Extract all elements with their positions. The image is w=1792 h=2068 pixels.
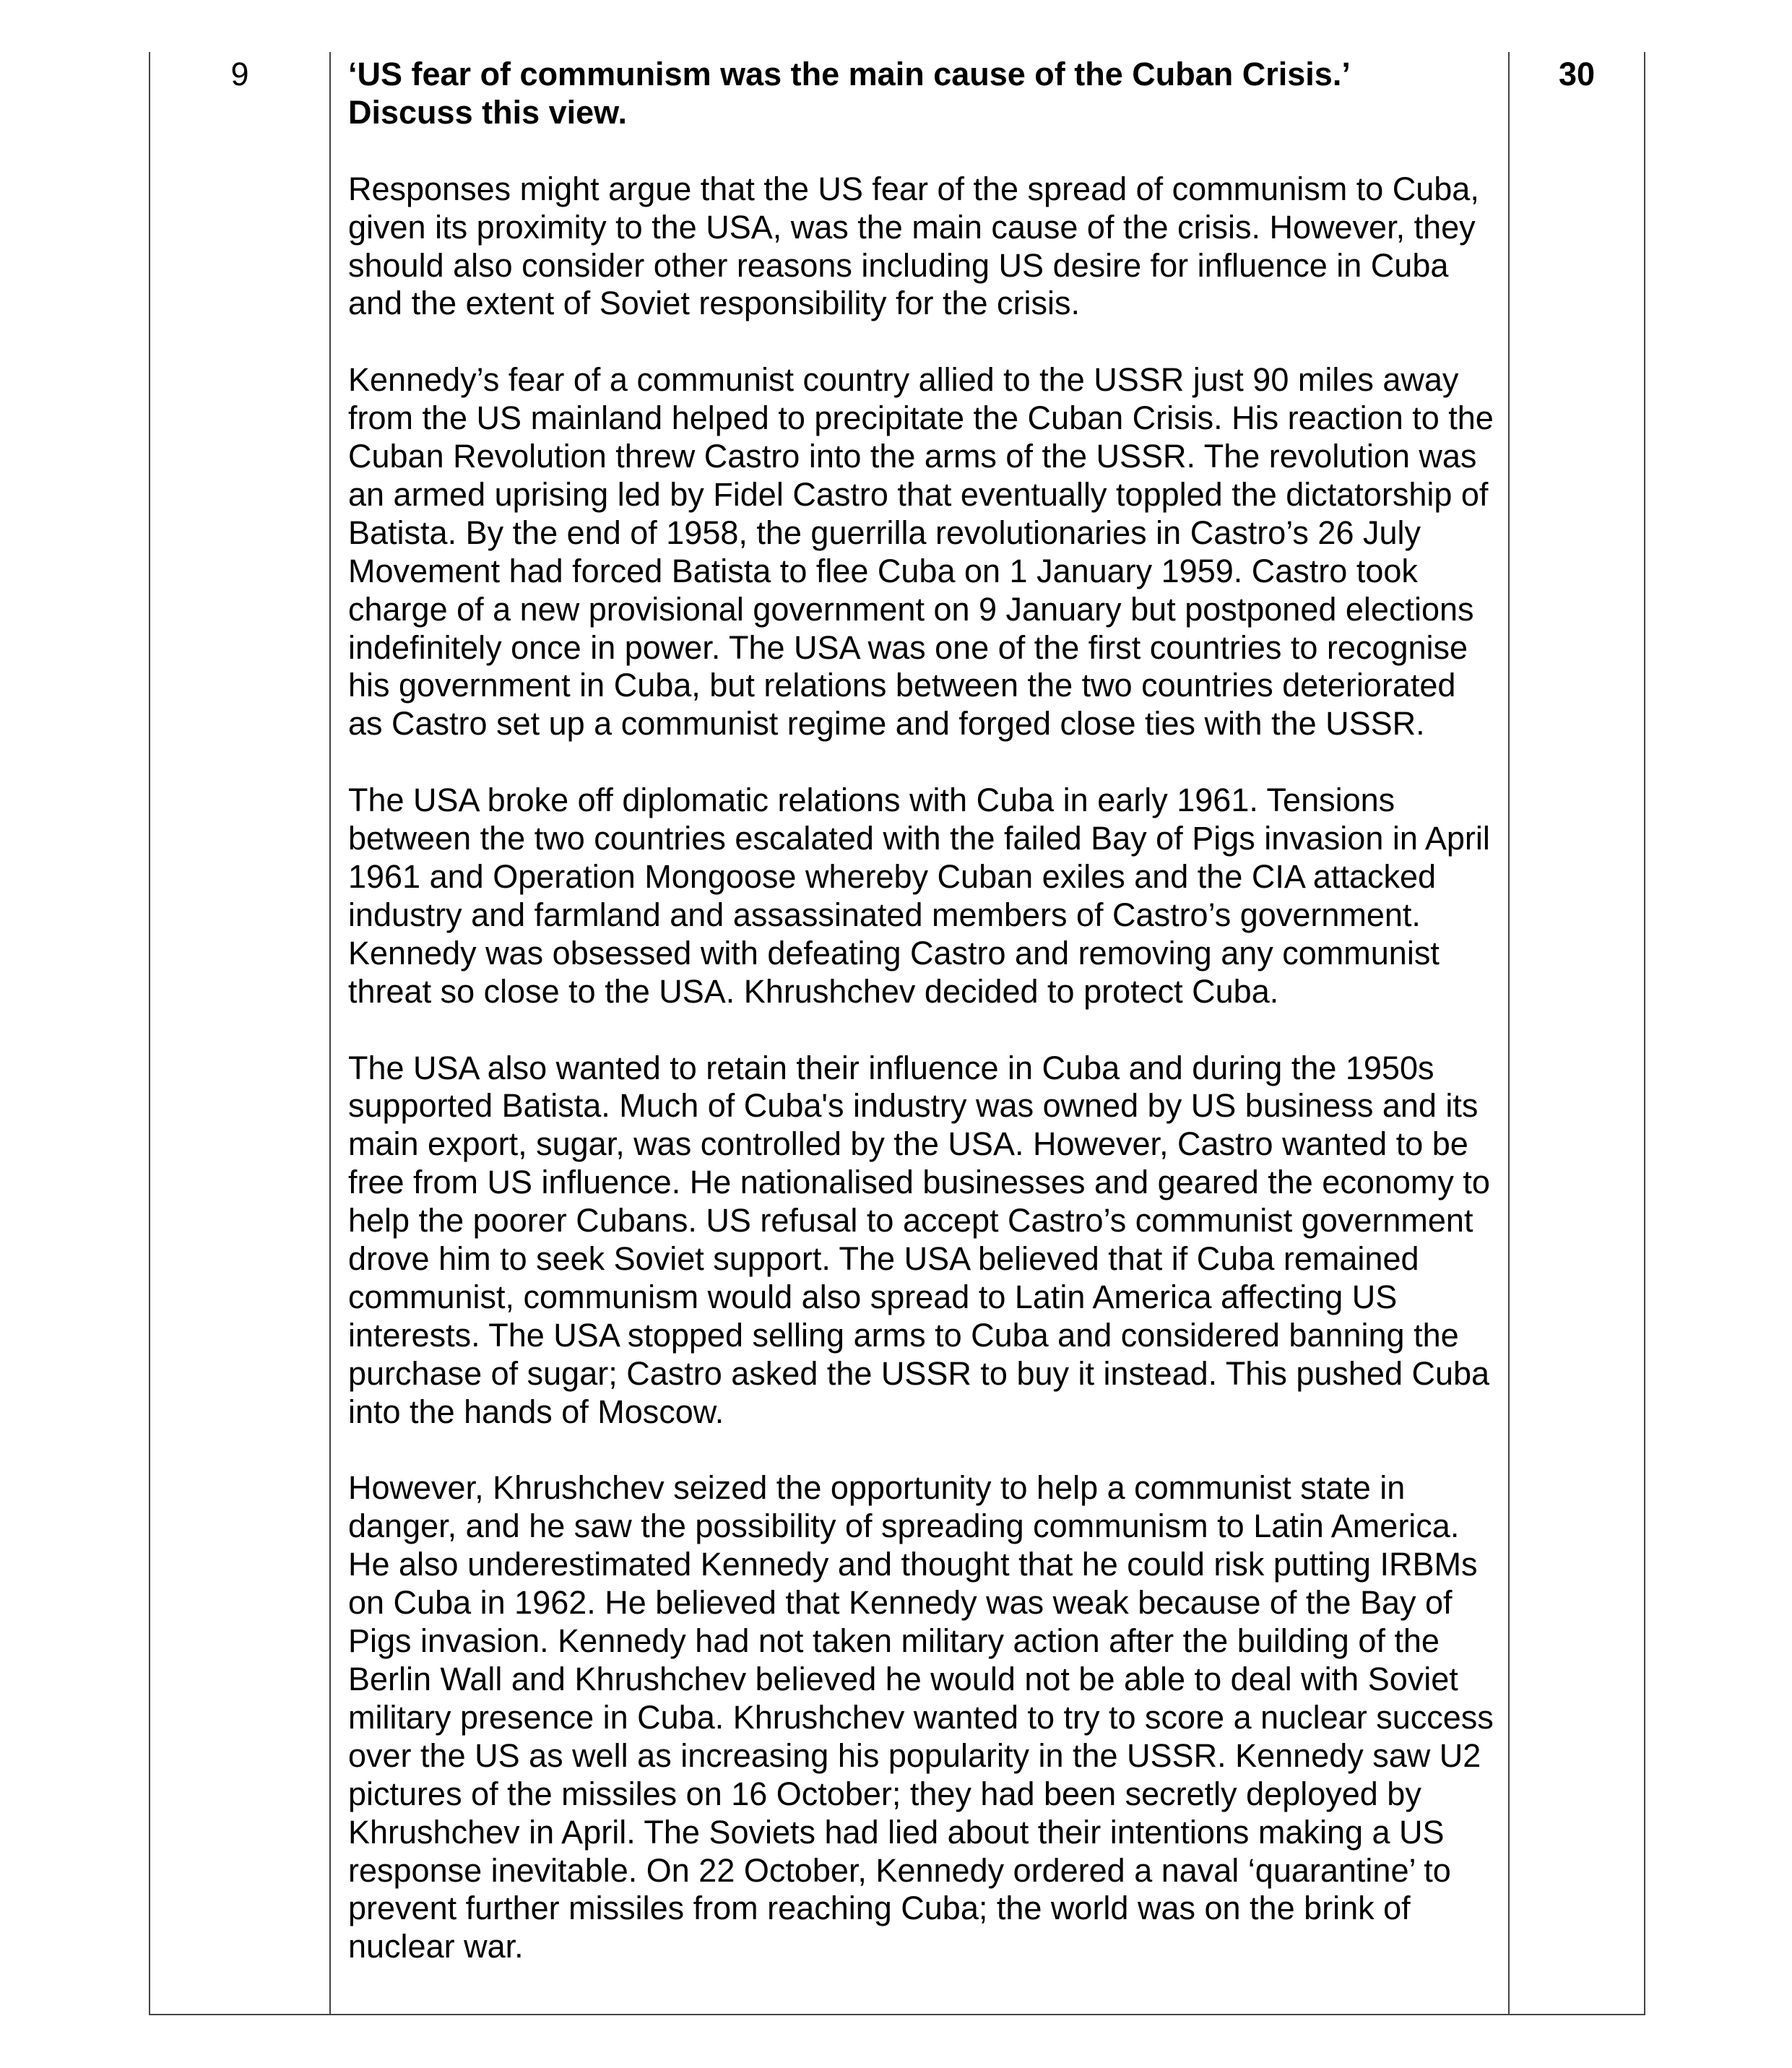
question-title	[348, 56, 1497, 132]
question-title-line-1: ‘US fear of communism was the main cause of the Cuban Crisis.’	[348, 56, 1351, 92]
paragraph-khrushchev: However, Khrushchev seized the opportunity to help a communist state in danger, and he saw the possibility of spreading communism to Latin America. He also underestimated Kennedy and thought that he could risk putting IRBMs on Cuba in 1962. He believed that Kennedy was weak because of the Bay of Pigs invasion. Kennedy had not taken military action after the building of the Berlin Wall and Khrushchev believed he would not be able to deal with Soviet military presence in Cuba. Khrushchev wanted to try to score a nuclear success over the US as well as increasing his popularity in the USSR. Kennedy saw U2 pictures of the missiles on 16 October; they had been secretly deployed by Khrushchev in April. The Soviets had lied about their intentions making a US response inevitable. On 22 October, Kennedy ordered a naval ‘quarantine’ to prevent further missiles from reaching Cuba; the world was on the brink of nuclear war.	[348, 1469, 1494, 1965]
paragraph-intro: Responses might argue that the US fear of the spread of communism to Cuba, given its proximity to the USA, was the main cause of the crisis. However, they should also consider other reasons including US desire for influence in Cuba and the extent of Soviet responsibility for the crisis.	[348, 170, 1479, 322]
paragraph-diplomatic-relations: The USA broke off diplomatic relations with Cuba in early 1961. Tensions between the two countries escalated with the failed Bay of Pigs invasion in April 1961 and Operation Mongoose whereby Cuban exiles and the CIA attacked industry and farmland and assassinated members of Castro’s government. Kennedy was obsessed with defeating Castro and removing any communist threat so close to the USA. Khrushchev decided to protect Cuba.	[348, 782, 1490, 1010]
question-marks: 30	[1558, 56, 1596, 92]
column-divider-left	[329, 52, 331, 2014]
paragraph-kennedy-fear: Kennedy’s fear of a communist country allied to the USSR just 90 miles away from the US mainland helped to precipitate the Cuban Crisis. His reaction to the Cuban Revolution threw Castro into the arms of the USSR. The revolution was an armed uprising led by Fidel Castro that eventually toppled the dictatorship of Batista. By the end of 1958, the guerrilla revolutionaries in Castro’s 26 July Movement had forced Batista to flee Cuba on 1 January 1959. Castro took charge of a new provisional government on 9 January but postponed elections indefinitely once in power. The USA was one of the first countries to recognise his government in Cuba, but relations between the two countries deteriorated as Castro set up a communist regime and forged close ties with the USSR.	[348, 361, 1494, 743]
paragraph-us-influence: The USA also wanted to retain their influence in Cuba and during the 1950s supported Batista. Much of Cuba's industry was owned by US business and its main export, sugar, was controlled by the USA. However, Castro wanted to be free from US influence. He nationalised businesses and geared the economy to help the poorer Cubans. US refusal to accept Castro’s communist government drove him to seek Soviet support. The USA believed that if Cuba remained communist, communism would also spread to Latin America affecting US interests. The USA stopped selling arms to Cuba and considered banning the purchase of sugar; Castro asked the USSR to buy it instead. This pushed Cuba into the hands of Moscow.	[348, 1049, 1490, 1430]
answer-guidance	[348, 56, 1497, 1966]
question-number: 9	[230, 56, 249, 92]
question-title-line-2: Discuss this view.	[348, 93, 627, 131]
mark-scheme-table	[149, 52, 1645, 2015]
column-divider-right	[1508, 52, 1510, 2014]
